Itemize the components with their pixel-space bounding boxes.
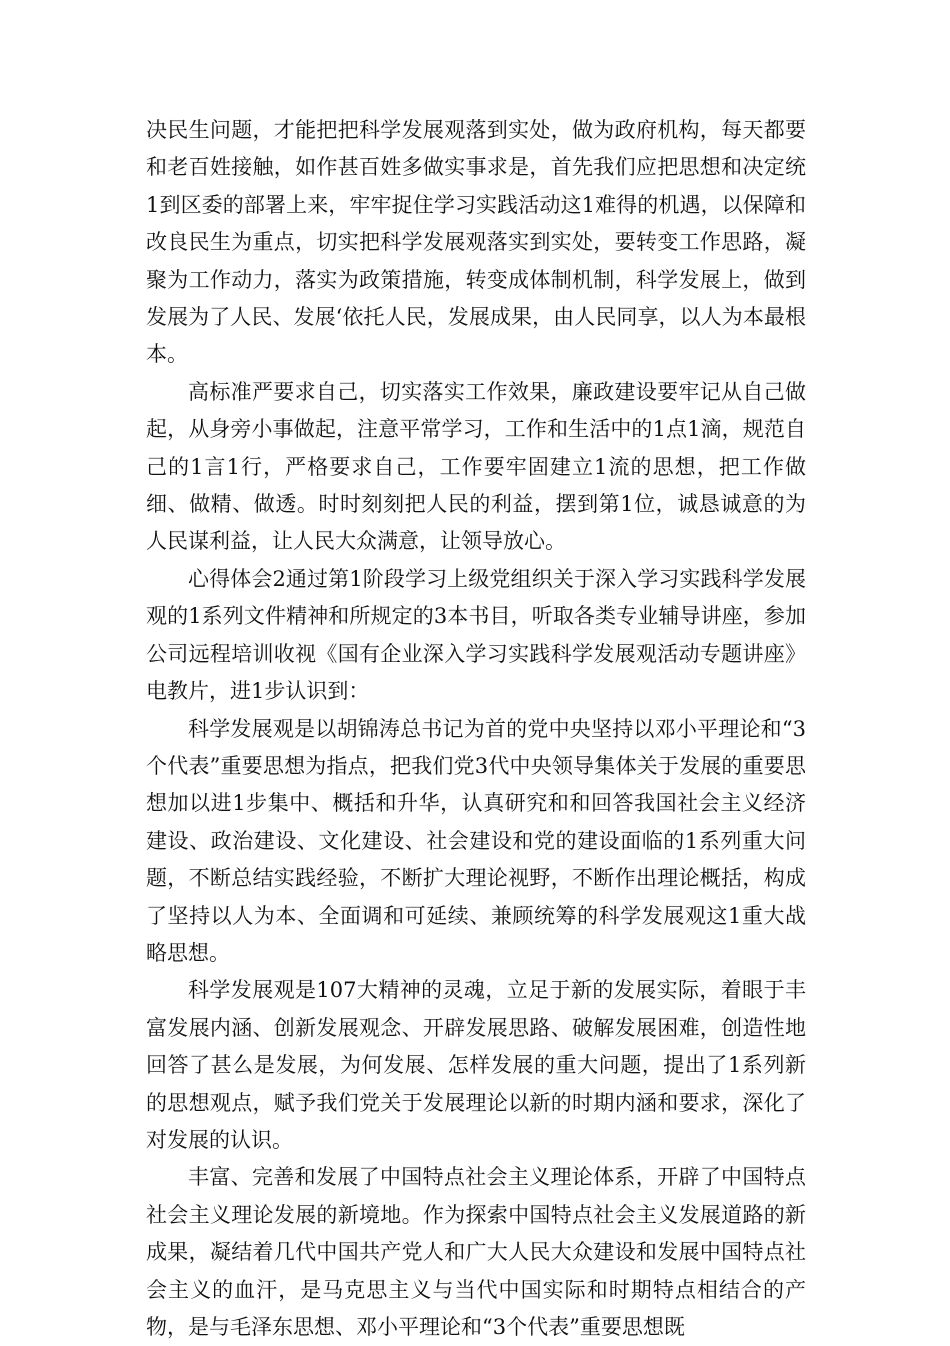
paragraph-3: 心得体会2通过第1阶段学习上级党组织关于深入学习实践科学发展观的1系列文件精神和所规定的3本书目，听取各类专业辅导讲座，参加公司远程培训收视《国有企业深入学习实践科学发展观活动专题讲座》电教片，进1步认识到：: [146, 566, 806, 704]
document-body: [146, 112, 806, 1346]
paragraph-2: 高标准严要求自己，切实落实工作效果，廉政建设要牢记从自己做起，从身旁小事做起，注意平常学习，工作和生活中的1点1滴，规范自己的1言1行，严格要求自己，工作要牢固建立1流的思想，把工作做细、做精、做透。时时刻刻把人民的利益，摆到第1位，诚恳诚意的为人民谋利益，让人民大众满意，让领导放心。: [146, 379, 806, 554]
paragraph-4: 科学发展观是以胡锦涛总书记为首的党中央坚持以邓小平理论和“3个代表”重要思想为指点，把我们党3代中央领导集体关于发展的重要思想加以进1步集中、概括和升华，认真研究和和回答我国社会主义经济建设、政治建设、文化建设、社会建设和党的建设面临的1系列重大问题，不断总结实践经验，不断扩大理论视野，不断作出理论概括，构成了坚持以人为本、全面调和可延续、兼顾统筹的科学发展观这1重大战略思想。: [146, 716, 806, 965]
paragraph-5: 科学发展观是107大精神的灵魂，立足于新的发展实际，着眼于丰富发展内涵、创新发展观念、开辟发展思路、破解发展困难，创造性地回答了甚么是发展，为何发展、怎样发展的重大问题，提出了1系列新的思想观点，赋予我们党关于发展理论以新的时期内涵和要求，深化了对发展的认识。: [146, 978, 806, 1152]
paragraph-6: 丰富、完善和发展了中国特点社会主义理论体系，开辟了中国特点社会主义理论发展的新境地。作为探索中国特点社会主义发展道路的新成果，凝结着几代中国共产党人和广大人民大众建设和发展中国特点社会主义的血汗，是马克思主义与当代中国实际和时期特点相结合的产物，是与毛泽东思想、邓小平理论和“3个代表”重要思想既: [146, 1165, 806, 1339]
paragraph-1: 决民生问题，才能把把科学发展观落到实处，做为政府机构，每天都要和老百姓接触，如作甚百姓多做实事求是，首先我们应把思想和决定统1到区委的部署上来，牢牢捉住学习实践活动这1难得的机遇，以保障和改良民生为重点，切实把科学发展观落实到实处，要转变工作思路，凝聚为工作动力，落实为政策措施，转变成体制机制，科学发展上，做到发展为了人民、发展‘依托人民，发展成果，由人民同享，以人为本最根本。: [146, 118, 806, 367]
